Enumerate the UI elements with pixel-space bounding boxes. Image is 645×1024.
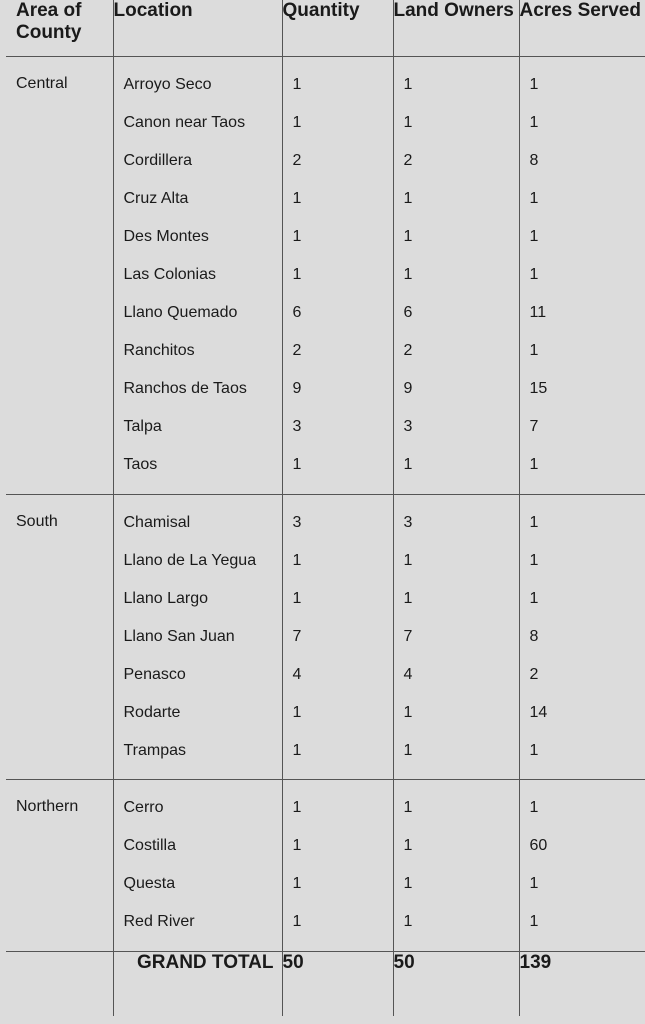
group-northern: [6, 779, 645, 951]
acres-served-value: 1: [529, 912, 539, 930]
land-owners-value: 1: [403, 703, 413, 721]
acres-served-value: 1: [529, 113, 539, 131]
location-label: Questa: [123, 874, 176, 892]
location-label: Arroyo Seco: [123, 75, 212, 93]
acres-served-value: 8: [529, 151, 539, 169]
location-cell: [113, 494, 282, 779]
land-owners-value: 4: [403, 665, 413, 683]
header-quantity: Quantity: [282, 0, 393, 56]
location-cell: [113, 56, 282, 494]
acres-served-value: 15: [529, 379, 548, 397]
location-label: Llano San Juan: [123, 627, 235, 645]
land-owners-value: 1: [403, 836, 413, 854]
acres-served-value: 11: [529, 303, 547, 321]
land-owners-value: 1: [403, 741, 413, 759]
summary-table: [6, 0, 645, 1016]
quantity-value: 1: [292, 589, 302, 607]
total-area-cell: [6, 951, 113, 1016]
quantity-value: 1: [292, 113, 302, 131]
location-label: Ranchitos: [123, 341, 195, 359]
location-label: Rodarte: [123, 703, 181, 721]
location-label: Las Colonias: [123, 265, 216, 283]
quantity-value: 1: [292, 189, 302, 207]
land-owners-cell: [393, 779, 519, 951]
quantity-value: 3: [292, 417, 302, 435]
land-owners-value: 1: [403, 227, 413, 245]
location-label: Des Montes: [123, 227, 209, 245]
location-label: Trampas: [123, 741, 187, 759]
quantity-value: 1: [292, 798, 302, 816]
quantity-value: 1: [292, 703, 302, 721]
header-row: [6, 0, 645, 56]
acres-served-value: 1: [529, 798, 539, 816]
land-owners-value: 1: [403, 798, 413, 816]
quantity-value: 1: [292, 551, 302, 569]
acres-served-value: 1: [529, 227, 539, 245]
grand-total-label: GRAND TOTAL: [113, 951, 282, 1016]
quantity-value: 1: [292, 741, 302, 759]
acres-served-value: 1: [529, 551, 539, 569]
acres-served-value: 8: [529, 627, 539, 645]
location-label: Llano Quemado: [123, 303, 238, 321]
acres-served-value: 1: [529, 513, 539, 531]
land-owners-value: 2: [403, 151, 413, 169]
acres-served-value: 60: [529, 836, 548, 854]
acres-served-value: 7: [529, 417, 539, 435]
land-owners-value: 1: [403, 455, 413, 473]
total-quantity: 50: [282, 951, 393, 1016]
location-label: Cerro: [123, 798, 164, 816]
quantity-value: 4: [292, 665, 302, 683]
location-label: Taos: [123, 455, 158, 473]
land-owners-value: 1: [403, 874, 413, 892]
quantity-value: 7: [292, 627, 302, 645]
quantity-value: 9: [292, 379, 302, 397]
location-label: Ranchos de Taos: [123, 379, 247, 397]
acres-served-value: 1: [529, 75, 539, 93]
location-label: Costilla: [123, 836, 176, 854]
land-owners-cell: [393, 56, 519, 494]
land-owners-value: 1: [403, 265, 413, 283]
land-owners-value: 2: [403, 341, 413, 359]
acres-served-value: 1: [529, 589, 539, 607]
land-owners-value: 1: [403, 189, 413, 207]
area-of-county-label: Central: [16, 74, 68, 92]
quantity-value: 2: [292, 151, 302, 169]
land-owners-value: 3: [403, 513, 413, 531]
acres-served-value: 2: [529, 665, 539, 683]
land-owners-value: 3: [403, 417, 413, 435]
group-central: [6, 56, 645, 494]
grand-total-row: [6, 951, 645, 1016]
quantity-value: 3: [292, 513, 302, 531]
acres-served-cell: [519, 494, 645, 779]
quantity-cell: [282, 494, 393, 779]
location-label: Llano Largo: [123, 589, 209, 607]
quantity-value: 1: [292, 912, 302, 930]
total-acres-served: 139: [519, 951, 552, 973]
header-location: Location: [113, 0, 282, 56]
acres-served-cell: [519, 779, 645, 951]
quantity-value: 1: [292, 874, 302, 892]
quantity-value: 6: [292, 303, 302, 321]
location-label: Cruz Alta: [123, 189, 189, 207]
header-acres-served: Acres Served: [519, 0, 645, 56]
acres-served-value: 14: [529, 703, 548, 721]
land-owners-cell: [393, 494, 519, 779]
location-label: Talpa: [123, 417, 162, 435]
quantity-value: 2: [292, 341, 302, 359]
acres-served-value: 1: [529, 189, 539, 207]
acres-served-value: 1: [529, 741, 539, 759]
location-label: Chamisal: [123, 513, 191, 531]
location-label: Penasco: [123, 665, 186, 683]
acres-served-value: 1: [529, 874, 539, 892]
location-label: Canon near Taos: [123, 113, 246, 131]
location-label: Red River: [123, 912, 195, 930]
land-owners-value: 1: [403, 113, 413, 131]
land-owners-value: 1: [403, 75, 413, 93]
land-owners-value: 7: [403, 627, 413, 645]
header-land-owners: Land Owners: [393, 0, 519, 56]
acres-served-value: 1: [529, 455, 539, 473]
area-of-county-label: South: [16, 512, 58, 530]
area-of-county-label: Northern: [16, 797, 79, 815]
quantity-value: 1: [292, 265, 302, 283]
acres-served-cell: [519, 56, 645, 494]
area-of-county-cell: [6, 494, 113, 779]
area-of-county-cell: [6, 56, 113, 494]
area-of-county-cell: [6, 779, 113, 951]
land-owners-value: 9: [403, 379, 413, 397]
header-area-of-county: Area of County: [6, 0, 113, 56]
land-owners-value: 1: [403, 551, 413, 569]
quantity-value: 1: [292, 227, 302, 245]
quantity-cell: [282, 56, 393, 494]
total-land-owners: 50: [393, 951, 519, 1016]
land-owners-value: 6: [403, 303, 413, 321]
location-label: Llano de La Yegua: [123, 551, 257, 569]
acres-served-value: 1: [529, 341, 539, 359]
acres-served-value: 1: [529, 265, 539, 283]
quantity-value: 1: [292, 836, 302, 854]
quantity-value: 1: [292, 455, 302, 473]
land-owners-value: 1: [403, 589, 413, 607]
location-cell: [113, 779, 282, 951]
location-label: Cordillera: [123, 151, 192, 169]
land-owners-value: 1: [403, 912, 413, 930]
quantity-cell: [282, 779, 393, 951]
quantity-value: 1: [292, 75, 302, 93]
group-south: [6, 494, 645, 779]
